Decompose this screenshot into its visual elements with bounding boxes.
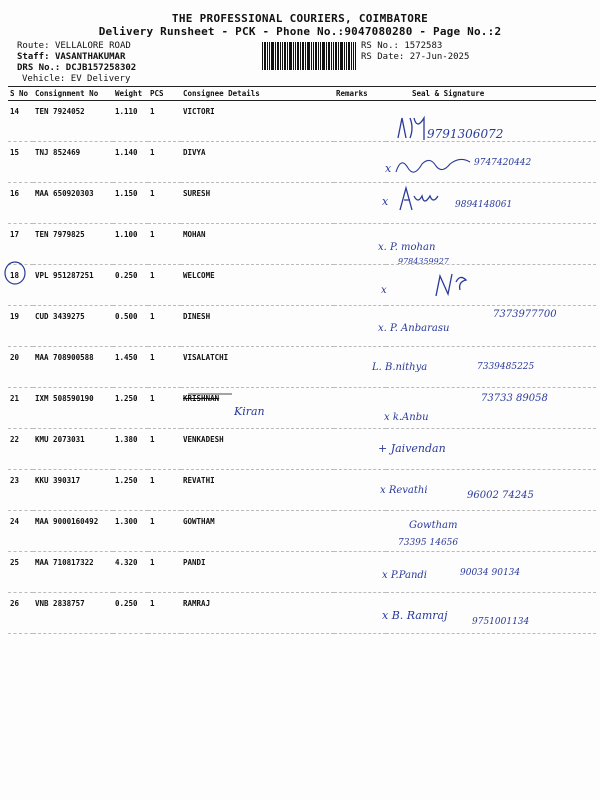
barcode-image	[262, 42, 356, 70]
vehicle-value: EV Delivery	[70, 74, 131, 84]
col-weight: Weight	[113, 87, 148, 101]
rs-date-value: 27-Jun-2025	[409, 52, 470, 62]
cell-consignment: KKU 390317	[33, 470, 113, 511]
cell-remarks	[334, 265, 386, 306]
cell-remarks	[334, 347, 386, 388]
runsheet-subtitle: Delivery Runsheet - PCK - Phone No.:9047080280 - Page No.:2	[98, 25, 502, 38]
cell-weight: 1.300	[113, 511, 148, 552]
signature-15: x	[385, 162, 392, 175]
cell-remarks	[334, 388, 386, 429]
cell-pcs: 1	[148, 347, 181, 388]
cell-weight: 1.450	[113, 347, 148, 388]
cell-consignee: PANDI	[181, 552, 334, 593]
cell-consignee: MOHAN	[181, 224, 334, 265]
cell-remarks	[334, 306, 386, 347]
cell-remarks	[334, 511, 386, 552]
phone-26: 9751001134	[472, 617, 530, 627]
cell-consignee: REVATHI	[181, 470, 334, 511]
phone-15: 9747420442	[474, 158, 532, 168]
col-consignment: Consignment No	[33, 87, 113, 101]
staff-value: VASANTHAKUMAR	[54, 52, 126, 62]
cell-sno: 22	[8, 429, 33, 470]
cell-weight: 1.150	[113, 183, 148, 224]
cell-weight: 0.250	[113, 265, 148, 306]
signature-17: x. P. mohan	[378, 242, 436, 253]
cell-weight: 0.250	[113, 593, 148, 634]
cell-sig	[386, 183, 596, 224]
phone-19: 7373977700	[493, 309, 557, 320]
cell-sig	[386, 470, 596, 511]
col-remarks: Remarks	[334, 87, 386, 101]
cell-weight: 1.110	[113, 101, 148, 142]
phone-14: 9791306072	[427, 127, 504, 141]
cell-consignee: SURESH	[181, 183, 334, 224]
cell-remarks	[334, 429, 386, 470]
col-signature: Seal & Signature	[386, 87, 596, 101]
cell-consignment: VPL 951287251	[33, 265, 113, 306]
signature-18-x: x	[381, 285, 387, 296]
cell-remarks	[334, 552, 386, 593]
table-row	[8, 101, 596, 142]
cell-sig	[386, 388, 596, 429]
signature-22: + Jaivendan	[378, 442, 446, 455]
table-row	[8, 142, 596, 183]
table-row	[8, 511, 596, 552]
cell-pcs: 1	[148, 552, 181, 593]
cell-remarks	[334, 183, 386, 224]
signature-21: x k.Anbu	[384, 412, 429, 423]
col-sno: S No	[8, 87, 33, 101]
cell-pcs: 1	[148, 470, 181, 511]
runsheet-table	[8, 86, 596, 634]
signature-25: x P.Pandi	[382, 570, 427, 581]
cell-remarks	[334, 470, 386, 511]
cell-consignee: WELCOME	[181, 265, 334, 306]
route-line	[17, 41, 131, 51]
cell-sno: 15	[8, 142, 33, 183]
table-header-row	[8, 87, 596, 101]
cell-consignment: TEN 7979825	[33, 224, 113, 265]
table-row	[8, 552, 596, 593]
cell-consignee: DIVYA	[181, 142, 334, 183]
table-row	[8, 470, 596, 511]
cell-consignment: TNJ 852469	[33, 142, 113, 183]
cell-sig	[386, 265, 596, 306]
drs-value: DCJB157258302	[65, 63, 137, 73]
phone-17: 9784359927	[398, 257, 449, 266]
cell-sno: 21	[8, 388, 33, 429]
rs-no-label: RS No.:	[361, 41, 399, 51]
cell-remarks	[334, 101, 386, 142]
cell-consignee: VENKADESH	[181, 429, 334, 470]
staff-label: Staff:	[17, 52, 50, 62]
rs-no-line	[361, 41, 442, 51]
cell-consignee: VICTORI	[181, 101, 334, 142]
staff-line	[17, 52, 125, 62]
cell-pcs: 1	[148, 265, 181, 306]
col-pcs: PCS	[148, 87, 181, 101]
cell-pcs: 1	[148, 183, 181, 224]
cell-consignee: RAMRAJ	[181, 593, 334, 634]
cell-sig	[386, 347, 596, 388]
cell-weight: 1.140	[113, 142, 148, 183]
cell-sig	[386, 142, 596, 183]
recipient-21: Kiran	[234, 405, 265, 418]
route-value: VELLALORE ROAD	[54, 41, 131, 51]
signature-19: x. P. Anbarasu	[378, 323, 450, 334]
drs-label: DRS No.:	[17, 63, 61, 73]
cell-sno: 18	[8, 265, 33, 306]
cell-consignee: KRISHNAN	[181, 388, 334, 429]
cell-consignment: CUD 3439275	[33, 306, 113, 347]
cell-weight: 1.380	[113, 429, 148, 470]
cell-sno: 14	[8, 101, 33, 142]
cell-sno: 26	[8, 593, 33, 634]
cell-sno: 23	[8, 470, 33, 511]
cell-pcs: 1	[148, 511, 181, 552]
rs-date-line	[361, 52, 469, 62]
signature-16: x	[382, 195, 389, 208]
cell-weight: 0.500	[113, 306, 148, 347]
cell-sig	[386, 224, 596, 265]
cell-consignee: GOWTHAM	[181, 511, 334, 552]
col-consignee: Consignee Details	[181, 87, 334, 101]
table-row	[8, 306, 596, 347]
cell-remarks	[334, 593, 386, 634]
table-row	[8, 224, 596, 265]
cell-consignment: IXM 508590190	[33, 388, 113, 429]
rs-date-label: RS Date:	[361, 52, 405, 62]
cell-weight: 1.250	[113, 388, 148, 429]
cell-pcs: 1	[148, 142, 181, 183]
cell-consignment: VNB 2838757	[33, 593, 113, 634]
cell-weight: 1.250	[113, 470, 148, 511]
route-label: Route:	[17, 41, 50, 51]
phone-21: 73733 89058	[481, 393, 548, 404]
signature-24: Gowtham	[409, 520, 458, 531]
signature-23: x Revathi	[380, 485, 428, 496]
cell-sig	[386, 593, 596, 634]
drs-line	[17, 63, 136, 73]
cell-weight: 1.100	[113, 224, 148, 265]
signature-26: x B. Ramraj	[382, 609, 448, 622]
vehicle-line	[22, 74, 130, 84]
cell-pcs: 1	[148, 593, 181, 634]
table-row	[8, 265, 596, 306]
cell-pcs: 1	[148, 224, 181, 265]
cell-sno: 20	[8, 347, 33, 388]
table-row	[8, 183, 596, 224]
phone-24: 73395 14656	[398, 538, 459, 548]
signature-20: L. B.nithya	[372, 362, 428, 373]
cell-weight: 4.320	[113, 552, 148, 593]
table-row	[8, 593, 596, 634]
cell-sno: 24	[8, 511, 33, 552]
cell-sno: 19	[8, 306, 33, 347]
table-row	[8, 347, 596, 388]
cell-pcs: 1	[148, 388, 181, 429]
phone-25: 90034 90134	[460, 568, 521, 578]
cell-consignee: VISALATCHI	[181, 347, 334, 388]
cell-sig	[386, 511, 596, 552]
vehicle-label: Vehicle:	[22, 74, 66, 84]
cell-pcs: 1	[148, 101, 181, 142]
cell-consignment: MAA 9000160492	[33, 511, 113, 552]
cell-consignment: MAA 710817322	[33, 552, 113, 593]
phone-16: 9894148061	[455, 200, 513, 210]
cell-consignment: KMU 2073031	[33, 429, 113, 470]
table-row	[8, 388, 596, 429]
cell-consignment: MAA 650920303	[33, 183, 113, 224]
cell-consignment: TEN 7924052	[33, 101, 113, 142]
cell-consignee: DINESH	[181, 306, 334, 347]
cell-sig	[386, 429, 596, 470]
cell-consignment: MAA 708900588	[33, 347, 113, 388]
cell-sig	[386, 552, 596, 593]
cell-sno: 16	[8, 183, 33, 224]
cell-pcs: 1	[148, 306, 181, 347]
cell-remarks	[334, 142, 386, 183]
cell-remarks	[334, 224, 386, 265]
cell-sig	[386, 306, 596, 347]
table-row	[8, 429, 596, 470]
company-title: THE PROFESSIONAL COURIERS, COIMBATORE	[171, 12, 429, 25]
cell-pcs: 1	[148, 429, 181, 470]
cell-sno: 25	[8, 552, 33, 593]
phone-23: 96002 74245	[467, 490, 534, 501]
phone-20: 7339485225	[477, 362, 535, 372]
cell-sig	[386, 101, 596, 142]
rs-no-value: 1572583	[404, 41, 443, 51]
cell-sno: 17	[8, 224, 33, 265]
